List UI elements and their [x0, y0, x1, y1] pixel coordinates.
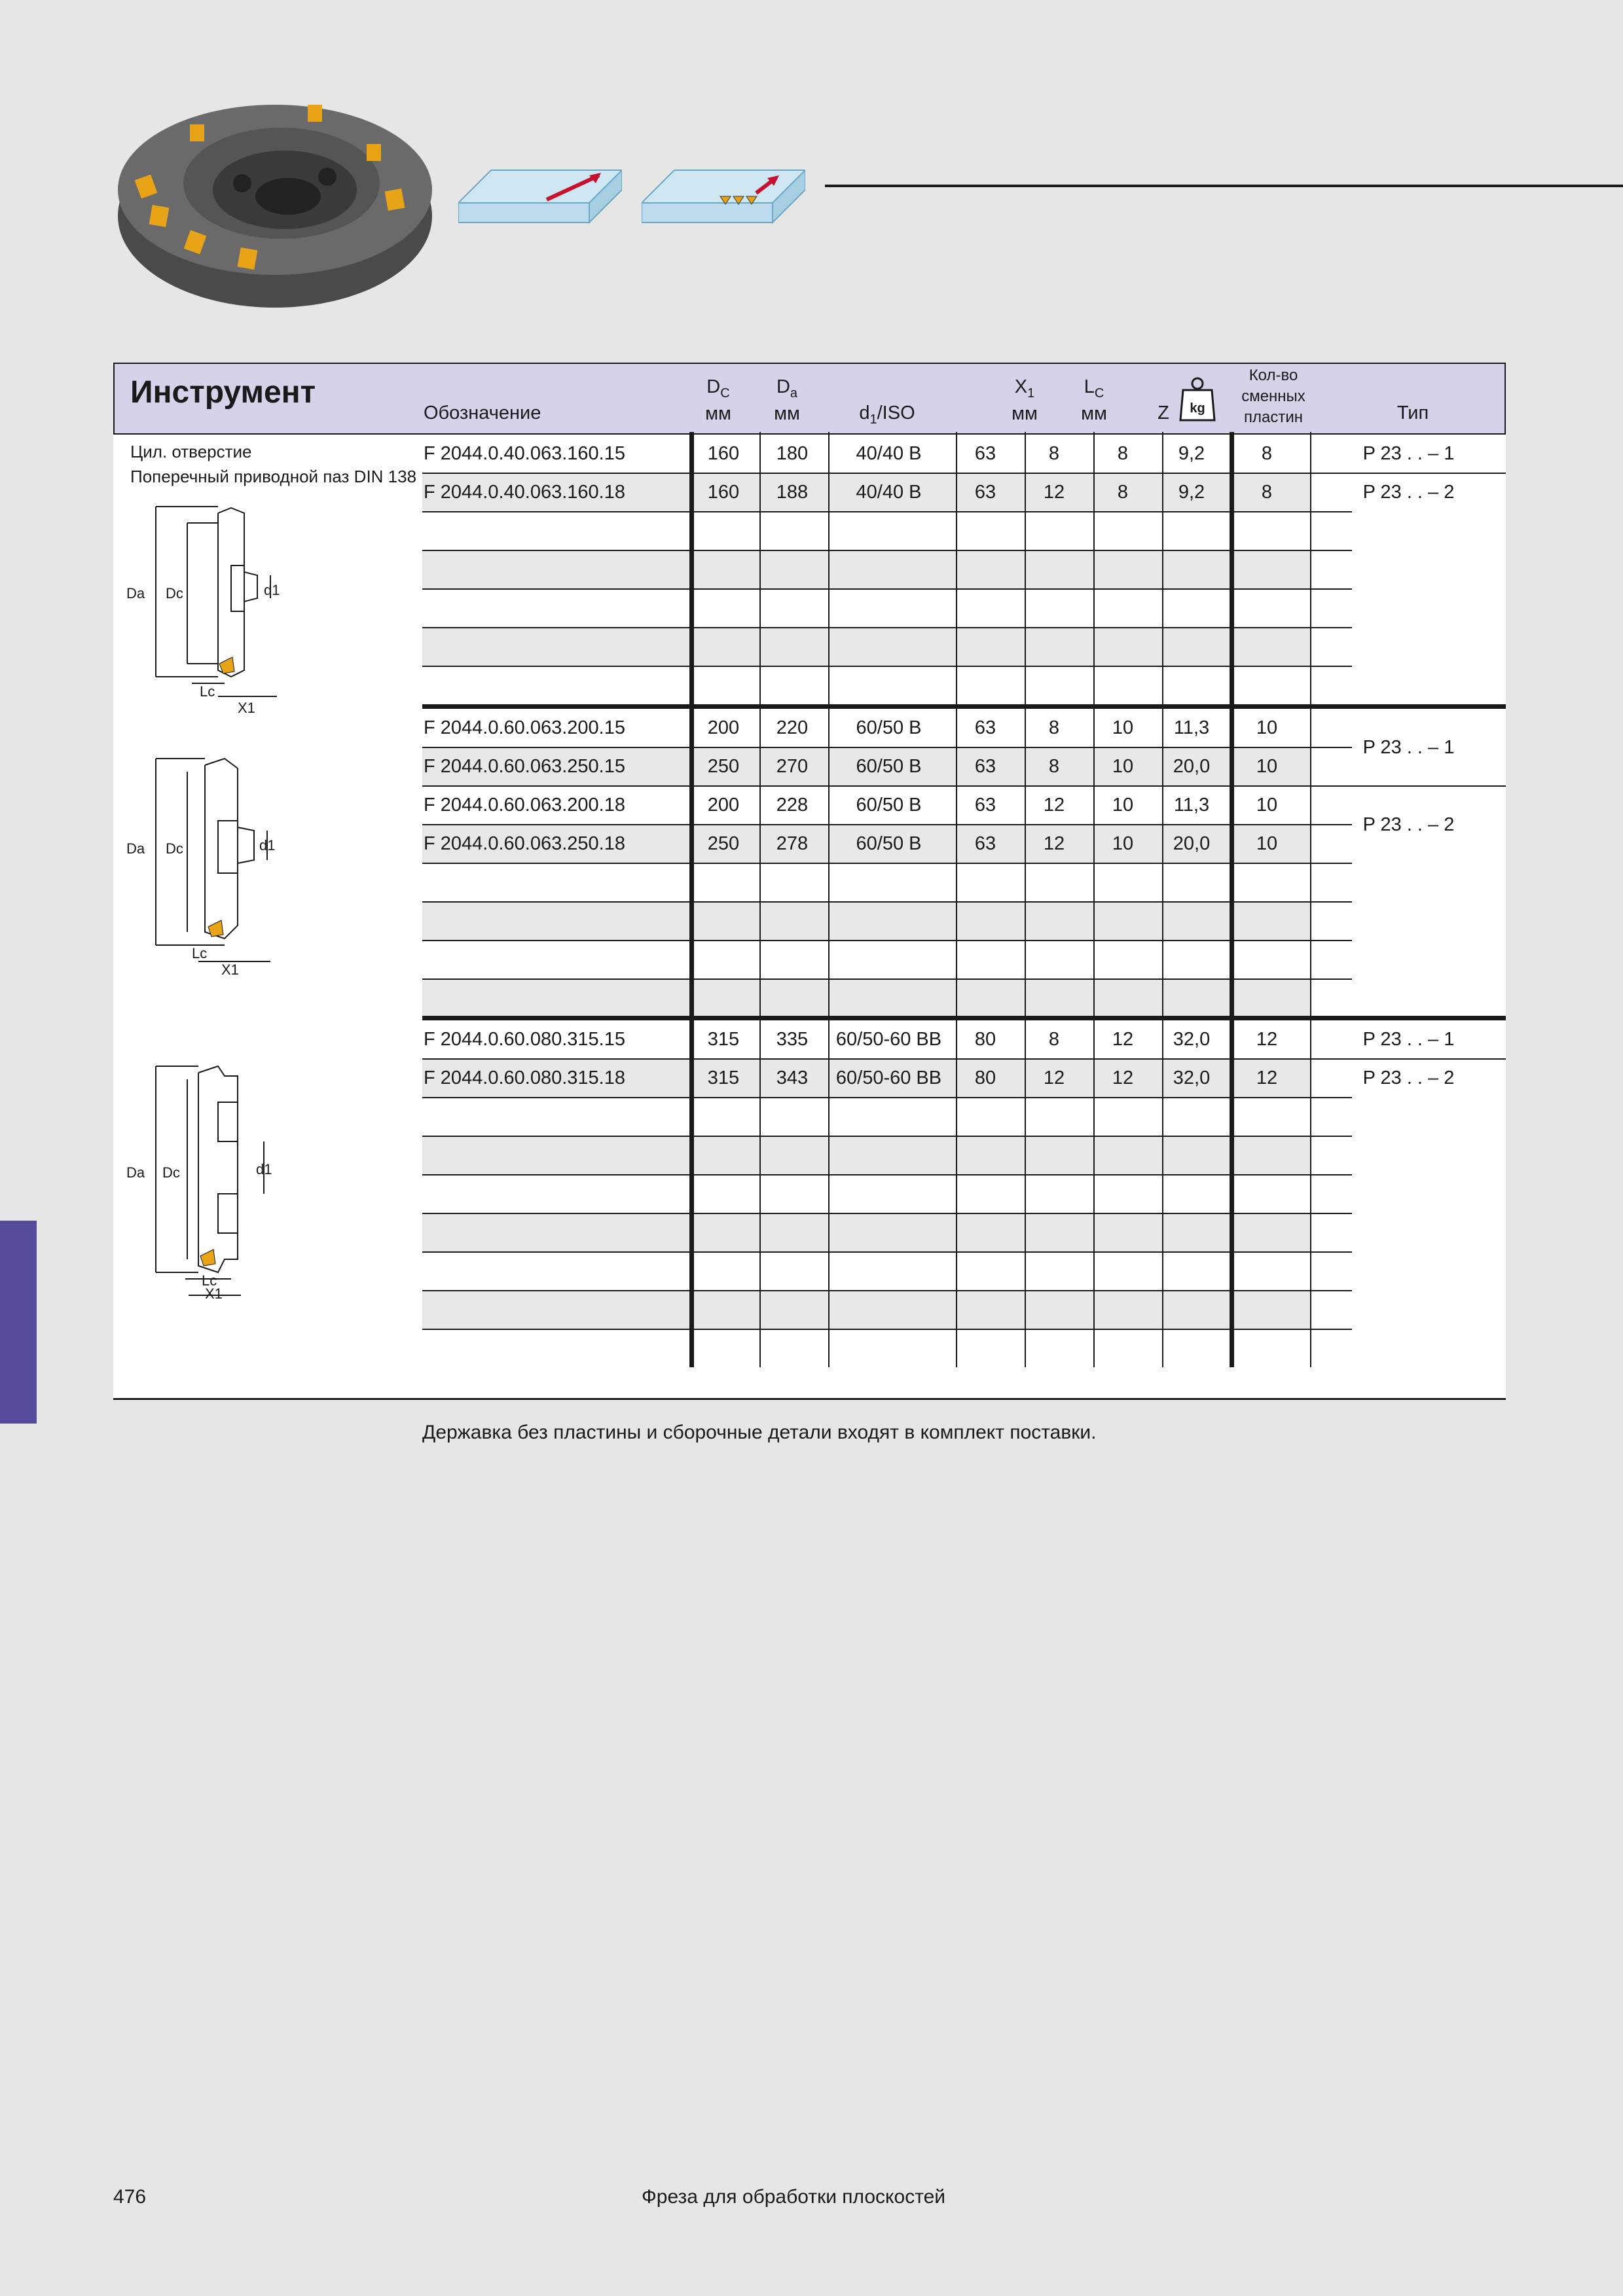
x1-cell: 63 — [974, 482, 996, 503]
svg-text:Da: Da — [126, 585, 145, 601]
lc-cell: 8 — [1048, 1029, 1060, 1050]
z-cell: 10 — [1112, 795, 1134, 816]
svg-text:d1: d1 — [264, 582, 280, 598]
technical-drawing-2 — [126, 755, 283, 978]
d1-cell: 60/50 B — [856, 756, 922, 777]
header-x1: $X_1$ мм — [1012, 376, 1038, 424]
d1-cell: 60/50-60 BB — [835, 1029, 942, 1050]
lc-cell: 8 — [1048, 717, 1060, 738]
z-cell: 10 — [1112, 717, 1134, 738]
da-cell: 228 — [776, 795, 809, 816]
type-cell: P 23 . . – 1 — [1311, 709, 1506, 786]
da-cell: 180 — [776, 443, 809, 464]
designation-cell: F 2044.0.60.063.200.18 — [424, 795, 625, 816]
designation-cell: F 2044.0.60.063.200.15 — [424, 717, 625, 738]
header-da: $D_a$ мм — [774, 376, 800, 424]
group1-label-1: Цил. отверстие — [130, 442, 252, 461]
type-cell: P 23 . . – 1 — [1362, 443, 1455, 464]
inserts-cell: 12 — [1256, 1029, 1278, 1050]
group1-label-2: Поперечный приводной паз DIN 138 — [130, 467, 417, 486]
dc-cell: 200 — [707, 795, 740, 816]
da-cell: 188 — [776, 482, 809, 503]
header-z: Z — [1158, 403, 1169, 423]
x1-cell: 80 — [974, 1029, 996, 1050]
dc-cell: 315 — [707, 1029, 740, 1050]
weight-cell: 9,2 — [1178, 443, 1205, 464]
svg-text:Lc: Lc — [192, 945, 208, 961]
svg-text:Dc: Dc — [162, 1164, 180, 1181]
technical-drawing-1 — [126, 500, 283, 716]
dc-cell: 160 — [707, 482, 740, 503]
type-cell: P 23 . . – 1 — [1362, 1029, 1455, 1050]
svg-text:X1: X1 — [205, 1285, 223, 1299]
da-cell: 343 — [776, 1067, 809, 1088]
section-tab — [0, 1221, 37, 1424]
svg-text:Dc: Dc — [166, 585, 183, 601]
svg-text:X1: X1 — [238, 700, 255, 716]
svg-text:Lc: Lc — [200, 683, 215, 700]
inserts-cell: 10 — [1256, 756, 1278, 777]
weight-cell: 11,3 — [1173, 717, 1210, 738]
lc-cell: 8 — [1048, 756, 1060, 777]
dc-cell: 315 — [707, 1067, 740, 1088]
type-cell: P 23 . . – 2 — [1311, 473, 1506, 512]
inserts-cell: 8 — [1261, 443, 1273, 464]
svg-text:d1: d1 — [256, 1161, 272, 1177]
table-title: Инструмент — [130, 375, 316, 410]
x1-cell: 63 — [974, 795, 996, 816]
inserts-cell: 12 — [1256, 1067, 1278, 1088]
weight-cell: 32,0 — [1173, 1029, 1211, 1050]
designation-cell: F 2044.0.40.063.160.18 — [424, 482, 625, 503]
da-cell: 220 — [776, 717, 809, 738]
d1-cell: 60/50 B — [856, 717, 922, 738]
lc-cell: 12 — [1043, 1067, 1065, 1088]
d1-cell: 60/50 B — [856, 795, 922, 816]
x1-cell: 63 — [974, 833, 996, 854]
header-dc: $D_C$ мм — [705, 376, 731, 424]
designation-cell: F 2044.0.60.063.250.18 — [424, 833, 625, 854]
dc-cell: 250 — [707, 756, 740, 777]
svg-text:d1: d1 — [259, 837, 276, 853]
header-type: Тип — [1396, 403, 1429, 423]
header-designation: Обозначение — [424, 403, 541, 423]
z-cell: 12 — [1112, 1029, 1134, 1050]
svg-text:Dc: Dc — [166, 840, 183, 857]
weight-cell: 20,0 — [1173, 833, 1211, 854]
weight-cell: 11,3 — [1173, 795, 1210, 816]
z-cell: 12 — [1112, 1067, 1134, 1088]
page-title: Фреза для обработки плоскостей — [642, 2186, 946, 2208]
lc-cell: 12 — [1043, 795, 1065, 816]
d1-cell: 60/50-60 BB — [835, 1067, 942, 1088]
d1-cell: 60/50 B — [856, 833, 922, 854]
weight-cell: 20,0 — [1173, 756, 1211, 777]
lc-cell: 8 — [1048, 443, 1060, 464]
da-cell: 335 — [776, 1029, 809, 1050]
x1-cell: 63 — [974, 756, 996, 777]
inserts-cell: 10 — [1256, 717, 1278, 738]
technical-drawing-3 — [126, 1063, 283, 1299]
header-rule — [825, 185, 1623, 187]
type-cell: P 23 . . – 2 — [1311, 1059, 1506, 1098]
milling-cutter-image — [111, 92, 439, 314]
weight-cell: 32,0 — [1173, 1067, 1211, 1088]
z-cell: 8 — [1117, 443, 1129, 464]
table-row — [422, 435, 1506, 473]
product-table — [113, 363, 1506, 1401]
inserts-cell: 10 — [1256, 795, 1278, 816]
page-number: 476 — [113, 2186, 147, 2208]
table-header — [113, 363, 1506, 435]
designation-cell: F 2044.0.60.063.250.15 — [424, 756, 625, 777]
header-lc: $L_C$ мм — [1081, 376, 1107, 424]
x1-cell: 63 — [974, 443, 996, 464]
designation-cell: F 2044.0.60.080.315.18 — [424, 1067, 625, 1088]
d1-cell: 40/40 B — [856, 443, 922, 464]
svg-text:Lc: Lc — [202, 1272, 217, 1289]
face-milling-strategy-icon — [458, 164, 622, 226]
da-cell: 278 — [776, 833, 809, 854]
z-cell: 10 — [1112, 833, 1134, 854]
svg-text:X1: X1 — [221, 961, 239, 978]
dc-cell: 200 — [707, 717, 740, 738]
inserts-cell: 10 — [1256, 833, 1278, 854]
x1-cell: 80 — [974, 1067, 996, 1088]
type-cell: P 23 . . – 2 — [1311, 786, 1506, 863]
d1-cell: 40/40 B — [856, 482, 922, 503]
x1-cell: 63 — [974, 717, 996, 738]
da-cell: 270 — [776, 756, 809, 777]
lc-cell: 12 — [1043, 833, 1065, 854]
svg-text:kg: kg — [1190, 401, 1205, 416]
header-inserts: Кол-во сменных пластин — [1241, 367, 1305, 426]
dc-cell: 250 — [707, 833, 740, 854]
weight-cell: 9,2 — [1178, 482, 1205, 503]
header-d1: $d_1$/ISO — [859, 403, 915, 427]
dc-cell: 160 — [707, 443, 740, 464]
designation-cell: F 2044.0.40.063.160.15 — [424, 443, 625, 464]
z-cell: 8 — [1117, 482, 1129, 503]
svg-text:Da: Da — [126, 840, 145, 857]
z-cell: 10 — [1112, 756, 1134, 777]
lc-cell: 12 — [1043, 482, 1065, 503]
svg-text:Da: Da — [126, 1164, 145, 1181]
designation-cell: F 2044.0.60.080.315.15 — [424, 1029, 625, 1050]
table-row — [422, 1020, 1506, 1059]
footnote: Державка без пластины и сборочные детали входят в комплект поставки. — [422, 1422, 1097, 1443]
inserts-cell: 8 — [1261, 482, 1273, 503]
shoulder-milling-strategy-icon — [642, 164, 805, 226]
weight-icon — [1178, 376, 1217, 423]
type-cell-empty — [1311, 1098, 1506, 1367]
type-cell-empty — [1311, 512, 1506, 704]
